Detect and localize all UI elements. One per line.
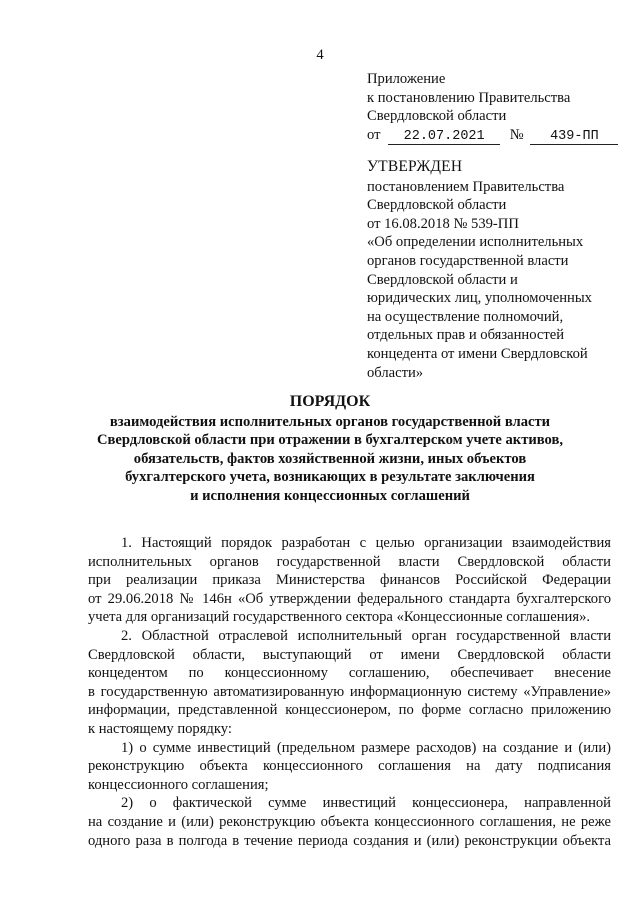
title-line: бухгалтерского учета, возникающих в результате заключения: [125, 469, 535, 486]
body-line: при реализации приказа Министерства финансов Российской Федерации: [88, 572, 611, 589]
body-line: концессионного соглашения;: [88, 776, 269, 793]
resolution-number: 439-ПП: [530, 129, 618, 145]
body-line: информации, представленной концессионером, по форме согласно приложению: [88, 702, 611, 719]
approved-heading: УТВЕРЖДЕН: [367, 158, 463, 175]
title-line: Свердловской области при отражении в бухгалтерском учете активов,: [96, 432, 564, 449]
body-line: на создание и (или) реконструкцию объекта концессионного соглашения, не реже: [88, 813, 611, 830]
approved-line: «Об определении исполнительных: [367, 234, 584, 251]
appendix-block: [367, 70, 617, 145]
body-line: в государственную автоматизированную информационную систему «Управление»: [88, 683, 611, 700]
approved-line: постановлением Правительства: [367, 178, 565, 195]
approved-line: юридических лиц, уполномоченных: [367, 290, 592, 307]
body-line: концедентом по концессионному соглашению, обеспечивает внесение: [88, 665, 611, 682]
body-line: учета для организаций государственного сектора «Концессионные соглашения».: [88, 609, 591, 626]
body-text: [88, 534, 611, 850]
approved-block: [367, 158, 622, 382]
title-subtitle: [60, 413, 600, 506]
approved-line: Свердловской области: [367, 197, 507, 214]
approved-line: области»: [367, 364, 424, 381]
body-line: исполнительных органов государственной власти Свердловской области: [88, 553, 611, 570]
title-line: обязательств, фактов хозяйственной жизни, иных объектов: [133, 450, 527, 467]
appendix-line: Приложение: [367, 71, 446, 87]
approved-line: от 16.08.2018 № 539-ПП: [367, 215, 519, 232]
appendix-line: к постановлению Правительства: [367, 89, 571, 106]
resolution-date: 22.07.2021: [388, 129, 500, 145]
body-line: 1. Настоящий порядок разработан с целью организации взаимодействия: [121, 535, 611, 551]
body-line: 2) о фактической сумме инвестиций концессионера, направленной: [121, 795, 611, 812]
body-line: 1) о сумме инвестиций (предельном размере расходов) на создание и (или): [121, 739, 611, 756]
body-line: к настоящему порядку:: [88, 720, 232, 737]
page-number: 4: [316, 47, 324, 63]
approved-line: Свердловской области и: [367, 271, 518, 288]
approved-line: отдельных прав и обязанностей: [367, 327, 565, 344]
number-prefix: №: [509, 126, 524, 143]
body-line: одного раза в полгода в течение периода создания и (или) реконструкции объекта: [88, 832, 611, 849]
approved-line: на осуществление полномочий,: [367, 308, 564, 325]
body-line: 2. Областной отраслевой исполнительный орган государственной власти: [121, 627, 611, 644]
appendix-date-line: [367, 126, 617, 145]
body-line: Свердловской области, выступающий от имени Свердловской области: [88, 646, 611, 663]
title-heading: ПОРЯДОК: [289, 393, 371, 410]
body-line: от 29.06.2018 № 146н «Об утверждении федерального стандарта бухгалтерского: [88, 590, 611, 607]
document-title: [60, 393, 600, 506]
date-prefix: от: [367, 126, 381, 143]
approved-line: органов государственной власти: [367, 252, 569, 269]
title-line: и исполнения концессионных соглашений: [190, 487, 470, 504]
body-line: реконструкцию объекта концессионного соглашения на дату подписания: [88, 758, 611, 775]
approved-line: концедента от имени Свердловской: [367, 345, 588, 362]
appendix-line: Свердловской области: [367, 108, 507, 125]
title-line: взаимодействия исполнительных органов государственной власти: [109, 413, 551, 430]
